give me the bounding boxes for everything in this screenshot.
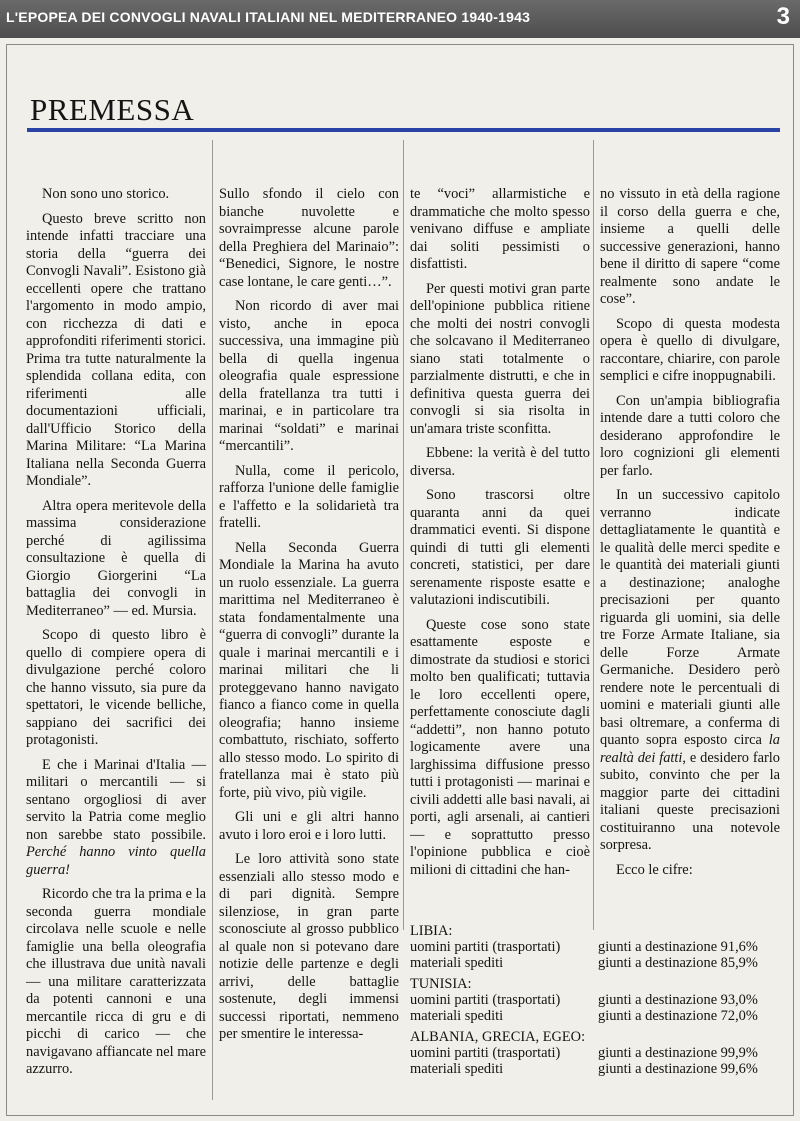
row-label: uomini partiti (trasportati) [410, 939, 561, 955]
row-label: materiali spediti [410, 955, 504, 971]
paragraph: Ebbene: la verità è del tutto diversa. [410, 445, 590, 479]
paragraph: Non ricordo di aver mai visto, anche in epoca successiva, una immagine più bella di quella ingenua oleografia quale espressione della fratellanza tra tutti i marinai, e in particolare tra marinai “soldati” e marinai “mercantili”. [219, 298, 399, 454]
table-row [410, 1008, 780, 1024]
paragraph: Ricordo che tra la prima e la seconda guerra mondiale circolava nelle scuole e nelle famiglie una bella oleografia che illustrava due unità navali — una militare caratterizzata da potenti cannoni e una mercantile ricca di gru e di picchi di carico — che navigavano affiancate nel mare azzurro. [26, 886, 206, 1077]
paragraph [600, 487, 780, 855]
region-heading: TUNISIA: [410, 976, 472, 992]
table-row [410, 992, 780, 1008]
paragraph: Nella Seconda Guerra Mondiale la Marina ha avuto un ruolo essenziale. La guerra marittima nel Mediterraneo è stata fondamentalmente una “guerra di convogli” durante la quale i marinai mercantili e i marinai militari che li proteggevano hanno navigato fianco a fianco come in quella oleografia; hanno insieme combattuto, rischiato, sofferto allo stesso modo. Lo spirito di fratellanza mai è stato più forte, più vivo, più vigile. [219, 539, 399, 801]
table-row [410, 955, 780, 971]
column-divider [212, 140, 213, 1100]
paragraph: Le loro attività sono state essenziali allo stesso modo e di pari dignità. Sempre silenziose, in gran parte sconosciute al grosso pubblico al quale non si potevano dare notizie delle partenze e degli arrivi, delle battaglie sostenute, degli immensi successi riportati, nemmeno per smentire le interessa- [219, 851, 399, 1042]
paragraph: no vissuto in età della ragione il corso della guerra e che, insieme a quelli delle successive generazioni, hanno bene il diritto di sapere “come realmente sono andate le cose”. [600, 186, 780, 307]
text-column-2 [219, 186, 399, 1042]
row-value: giunti a destinazione 72,0% [598, 1008, 758, 1024]
table-row [410, 939, 780, 955]
text-column-4 [600, 186, 780, 921]
paragraph-text: E che i Marinai d'Italia — militari o mercantili — si sentano orgogliosi di aver servito la Patria come meglio non sarebbe stato possibile. [26, 756, 206, 843]
row-label: materiali spediti [410, 1061, 504, 1077]
paragraph: Gli uni e gli altri hanno avuto i loro eroi e i loro lutti. [219, 809, 399, 843]
paragraph: Sono trascorsi oltre quaranta anni da quei drammatici eventi. Si dispone quindi di tutti gli elementi concreti, statistici, per dare serenamente risposte esatte e valutazioni indiscutibili. [410, 487, 590, 608]
text-column-1 [26, 186, 206, 1106]
paragraph: Altra opera meritevole della massima considerazione perché di agilissima consultazione è quella di Giorgio Giorgerini “La battaglia dei convogli in Mediterraneo” — ed. Mursia. [26, 497, 206, 619]
title-underline [27, 128, 780, 132]
column-divider [403, 140, 404, 930]
table-row [410, 1045, 780, 1061]
paragraph: Con un'ampia bibliografia intende dare a tutti coloro che desiderano approfondire le loro cognizioni gli elementi per farlo. [600, 392, 780, 479]
row-label: materiali spediti [410, 1008, 504, 1024]
emphasis-text: Perché hanno vinto quella guerra! [26, 844, 206, 878]
paragraph: Scopo di questa modesta opera è quello di divulgare, raccontare, chiarire, con parole semplici e cifre inoppugnabili. [600, 315, 780, 384]
paragraph-text: , e desidero farlo subito, convinto che per la maggior parte dei cittadini italiani queste precisazioni costituiranno una notevole sorpresa. [600, 749, 780, 853]
paragraph: Scopo di questo libro è quello di compiere opera di divulgazione perché coloro che hanno vissuto, sia pure da spettatori, le vicende belliche, sappiano dei sacrifici dei protagonisti. [26, 627, 206, 748]
paragraph: Non sono uno storico. [42, 186, 170, 202]
region-heading: ALBANIA, GRECIA, EGEO: [410, 1029, 586, 1045]
table-row [410, 1061, 780, 1077]
paragraph-text: In un successivo capitolo verranno indicate dettagliatamente le quantità e le qualità delle merci spedite e le quantità dei materiali giunti a destinazione; analoghe precisazioni per quanto riguarda gli uomini, sia delle tre Forze Armate Italiane, sia delle Forze Armate Germaniche. Desidero però rendere note le percentuali di uomini e materiali giunti alle basi oltremare, a conferma di quanto sopra esposto circa [600, 487, 780, 748]
paragraph: Queste cose sono state esattamente esposte e dimostrate da studiosi e storici molto ben qualificati; tuttavia le loro eccellenti opere, perfettamente conosciute dagli “addetti”, non hanno potuto logicamente avere una larghissima diffusione presso tutti i protagonisti — marinai e civili addetti alle basi navali, ai porti, agli arsenali, ai cantieri — e soprattutto presso l'opinione pubblica e cioè milioni di cittadini che han- [410, 616, 590, 878]
statistics-table [410, 923, 780, 1077]
region-heading: LIBIA: [410, 923, 453, 939]
paragraph: te “voci” allarmistiche e drammatiche che molto spesso venivano diffuse e ampliate dai soliti pessimisti o disfattisti. [410, 186, 590, 272]
paragraph: Questo breve scritto non intende infatti tracciare una storia della “guerra dei Convogli Navali”. Esistono già eccellenti opere che trattano l'argomento in modo ampio, con ricchezza di dati e approfonditi riferimenti storici. Prima tra tutte naturalmente la splendida collana edita, con riferimenti alle documentazioni ufficiali, dall'Ufficio Storico della Marina Militare: “La Marina Italiana nella Seconda Guerra Mondiale”. [26, 210, 206, 489]
running-header [0, 0, 800, 38]
row-value: giunti a destinazione 85,9% [598, 955, 758, 971]
row-value: giunti a destinazione 99,6% [598, 1061, 758, 1077]
paragraph [26, 757, 206, 880]
row-value: giunti a destinazione 99,9% [598, 1045, 758, 1061]
row-label: uomini partiti (trasportati) [410, 1045, 561, 1061]
paragraph: Nulla, come il pericolo, rafforza l'unione delle famiglie e l'affetto e la solidarietà tra fratelli. [219, 462, 399, 531]
paragraph: Ecco le cifre: [616, 861, 693, 878]
page-number: 3 [776, 3, 790, 30]
text-column-3 [410, 186, 590, 921]
paragraph: Per questi motivi gran parte dell'opinione pubblica ritiene che molti dei nostri convogli che solcavano il Mediterraneo siano stati totalmente o parzialmente distrutti, e che in definitiva questa guerra dei convogli si sia risolta in un'amara triste sconfitta. [410, 280, 590, 437]
paragraph: Sullo sfondo il cielo con bianche nuvolette e sovraimpresse alcune parole della Preghiera del Marinaio”: “Benedici, Signore, le nostre case lontane, le care genti…”. [219, 186, 399, 290]
row-value: giunti a destinazione 93,0% [598, 992, 758, 1008]
emphasis-text: la realtà dei fatti [600, 732, 780, 766]
row-value: giunti a destinazione 91,6% [598, 939, 758, 955]
row-label: uomini partiti (trasportati) [410, 992, 561, 1008]
running-header-title: L'EPOPEA DEI CONVOGLI NAVALI ITALIANI NEL MEDITERRANEO 1940-1943 [6, 9, 531, 25]
section-title: PREMESSA [30, 92, 195, 127]
column-divider [593, 140, 594, 930]
